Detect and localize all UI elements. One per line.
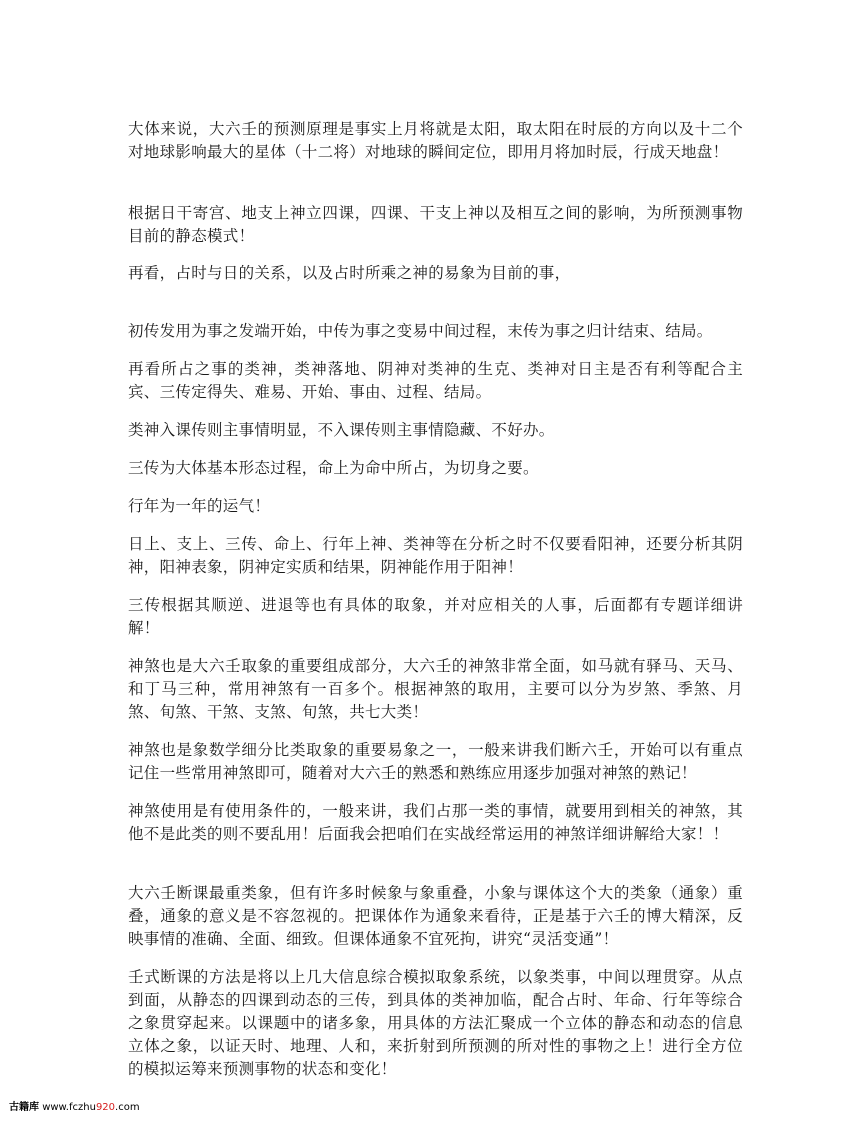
paragraph-4: 初传发用为事之发端开始，中传为事之变易中间过程，末传为事之归计结束、结局。	[128, 322, 713, 340]
paragraph-5: 再看所占之事的类神，类神落地、阴神对类神的生克、类神对日主是否有利等配合主宾、三传定得失、难易、开始、事由、过程、结局。	[128, 360, 743, 401]
paragraph-2: 根据日干寄宫、地支上神立四课，四课、干支上神以及相互之间的影响，为所预测事物目前的静态模式！	[128, 204, 743, 245]
paragraph-8: 行年为一年的运气！	[128, 497, 271, 515]
paragraph-9: 日上、支上、三传、命上、行年上神、类神等在分析之时不仅要看阳神，还要分析其阴神，阳神表象，阴神定实质和结果，阴神能作用于阳神！	[128, 535, 743, 576]
paragraph-3: 再看，占时与日的关系，以及占时所乘之神的易象为目前的事，	[128, 264, 571, 282]
footer-url-highlight: 920	[95, 1102, 116, 1113]
document-body	[128, 118, 743, 1081]
paragraph-10: 三传根据其顺逆、进退等也有具体的取象，并对应相关的人事，后面都有专题详细讲解！	[128, 596, 743, 637]
footer-site-name: 古籍库	[9, 1102, 39, 1113]
paragraph-13: 神煞使用是有使用条件的，一般来讲，我们占那一类的事情，就要用到相关的神煞，其他不是此类的则不要乱用！后面我会把咱们在实战经常运用的神煞详细讲解给大家！！	[128, 802, 743, 843]
paragraph-1: 大体来说，大六壬的预测原理是事实上月将就是太阳，取太阳在时辰的方向以及十二个对地球影响最大的星体（十二将）对地球的瞬间定位，即用月将加时辰，行成天地盘！	[128, 120, 743, 161]
footer	[9, 1098, 140, 1113]
paragraph-11: 神煞也是大六壬取象的重要组成部分，大六壬的神煞非常全面，如马就有驿马、天马、和丁马三种，常用神煞有一百多个。根据神煞的取用，主要可以分为岁煞、季煞、月煞、旬煞、干煞、支煞、旬煞，共七大类！	[128, 657, 743, 721]
footer-url-prefix: www.fczhu	[42, 1102, 96, 1113]
paragraph-12: 神煞也是象数学细分比类取象的重要易象之一，一般来讲我们断六壬，开始可以有重点记住一些常用神煞即可，随着对大六壬的熟悉和熟练应用逐步加强对神煞的熟记！	[128, 741, 743, 782]
paragraph-7: 三传为大体基本形态过程，命上为命中所占，为切身之要。	[128, 459, 539, 477]
paragraph-6: 类神入课传则主事情明显，不入课传则主事情隐藏、不好办。	[128, 421, 555, 439]
footer-url-suffix: .com	[115, 1102, 140, 1113]
footer-url-link[interactable]	[42, 1102, 139, 1113]
paragraph-14: 大六壬断课最重类象，但有许多时候象与象重叠，小象与课体这个大的类象（通象）重叠，通象的意义是不容忽视的。把课体作为通象来看待，正是基于六壬的博大精深，反映事情的准确、全面、细致。但课体通象不宜死拘，讲究“灵活变通”！	[128, 884, 743, 948]
paragraph-15: 壬式断课的方法是将以上几大信息综合模拟取象系统，以象类事，中间以理贯穿。从点到面，从静态的四课到动态的三传，到具体的类神加临，配合占时、年命、行年等综合之象贯穿起来。以课题中的诸多象，用具体的方法汇聚成一个立体的静态和动态的信息立体之象，以证天时、地理、人和，来折射到所预测的所对性的事物之上！进行全方位的模拟运筹来预测事物的状态和变化！	[128, 968, 743, 1078]
